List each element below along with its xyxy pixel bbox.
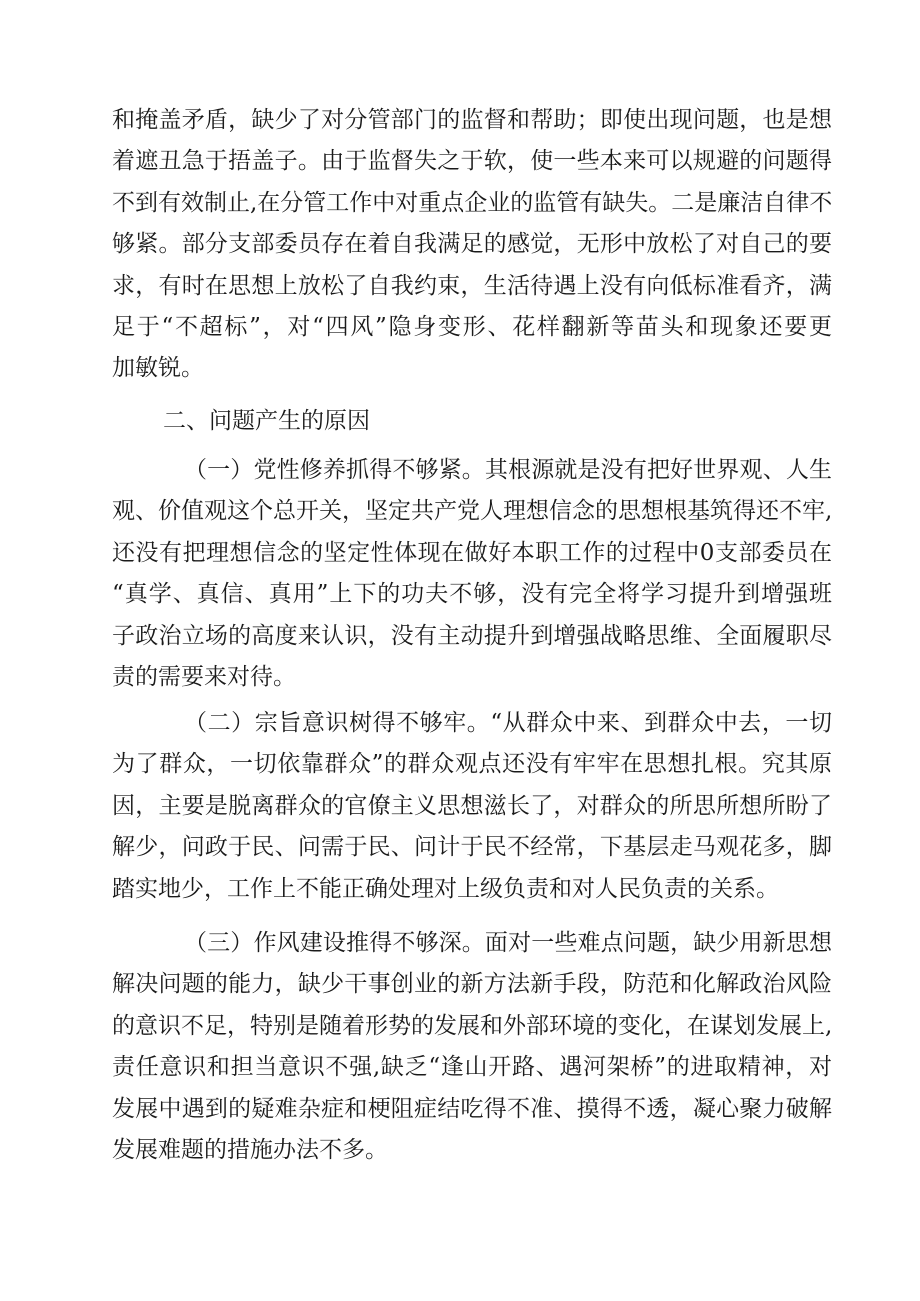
text-line: 的意识不足，特别是随着形势的发展和外部环境的变化，在谋划发展上, xyxy=(112,1013,832,1039)
text-line: 因，主要是脱离群众的官僚主义思想滋长了，对群众的所思所想所盼了 xyxy=(112,793,832,819)
text-line: 还没有把理想信念的坚定性体现在做好本职工作的过程中0支部委员在 xyxy=(112,540,832,566)
text-line: 解决问题的能力，缺少干事创业的新方法新手段，防范和化解政治风险 xyxy=(112,971,832,997)
text-line: 发展难题的措施办法不多。 xyxy=(112,1137,388,1163)
text-line: 子政治立场的高度来认识，没有主动提升到增强战略思维、全面履职尽 xyxy=(112,623,832,649)
text-line: 为了群众，一切依靠群众”的群众观点还没有牢牢在思想扎根。究其原 xyxy=(112,751,832,777)
text-line: 加敏锐。 xyxy=(112,355,204,381)
section-heading: 二、问题产生的原因 xyxy=(163,408,370,434)
text-line: （三）作风建设推得不够深。面对一些难点问题，缺少用新思想 xyxy=(184,930,832,956)
text-line: 着遮丑急于捂盖子。由于监督失之于软，使一些本来可以规避的问题得 xyxy=(112,148,832,174)
text-line: 观、价值观这个总开关，坚定共产党人理想信念的思想根基筑得还不牢, xyxy=(112,498,832,524)
text-line: 解少，问政于民、问需于民、问计于民不经常，下基层走马观花多，脚 xyxy=(112,834,832,860)
text-line: （二）宗旨意识树得不够牢。“从群众中来、到群众中去，一切 xyxy=(184,710,832,736)
text-line: 和掩盖矛盾，缺少了对分管部门的监督和帮助；即使出现问题，也是想 xyxy=(112,107,832,133)
text-line: 发展中遇到的疑难杂症和梗阻症结吃得不准、摸得不透，凝心聚力破解 xyxy=(112,1096,832,1122)
text-line: 求，有时在思想上放松了自我约束，生活待遇上没有向低标准看齐，满 xyxy=(112,273,832,299)
text-line: “真学、真信、真用”上下的功夫不够，没有完全将学习提升到增强班 xyxy=(112,581,832,607)
text-line: 足于“不超标”，对“四风”隐身变形、花样翻新等苗头和现象还要更 xyxy=(112,314,832,340)
text-line: （一）党性修养抓得不够紧。其根源就是没有把好世界观、人生 xyxy=(184,457,832,483)
text-line: 责的需要来对待。 xyxy=(112,664,296,690)
text-line: 不到有效制止,在分管工作中对重点企业的监管有缺失。二是廉洁自律不 xyxy=(112,190,832,216)
text-line: 够紧。部分支部委员存在着自我满足的感觉，无形中放松了对自己的要 xyxy=(112,231,832,257)
text-line: 责任意识和担当意识不强,缺乏“逢山开路、遇河架桥”的进取精神，对 xyxy=(112,1054,832,1080)
text-line: 踏实地少，工作上不能正确处理对上级负责和对人民负责的关系。 xyxy=(112,876,779,902)
